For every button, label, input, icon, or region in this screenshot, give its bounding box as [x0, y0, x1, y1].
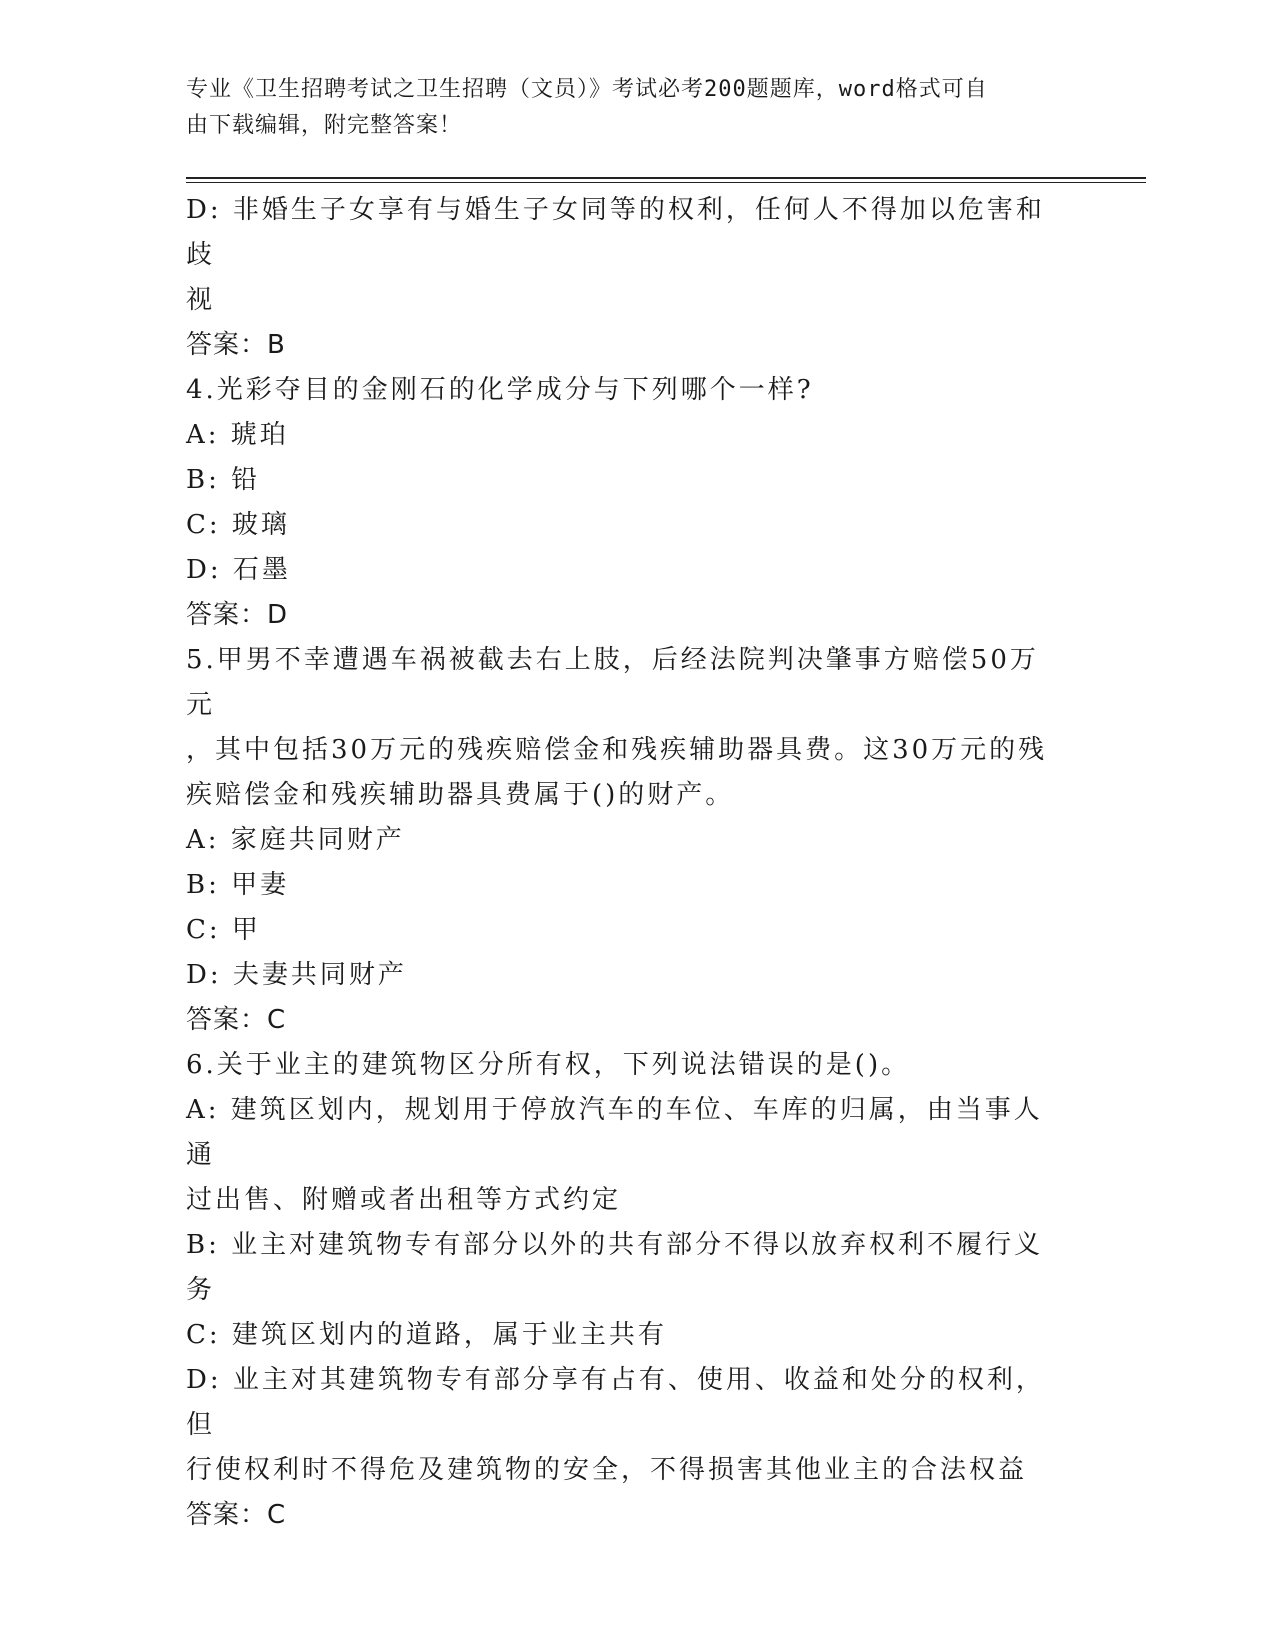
- document-header: [186, 72, 1066, 144]
- question-block: [186, 188, 1066, 368]
- question-text-line: C: 建筑区划内的道路，属于业主共有: [186, 1320, 667, 1350]
- answer-label: 答案：: [186, 1005, 268, 1035]
- question-text-line: B: 甲妻: [186, 870, 290, 900]
- answer-line: [186, 323, 1066, 368]
- answer-label: 答案：: [186, 330, 268, 360]
- question-text-line: C: 甲: [186, 915, 261, 945]
- header-divider-thick: [186, 177, 1146, 179]
- question-stem: 5.甲男不幸遭遇车祸被截去右上肢，后经法院判决肇事方赔偿50万元: [186, 645, 1039, 720]
- question-text-line: 视: [186, 285, 216, 315]
- question-text-line: B: 铅: [186, 465, 261, 495]
- question-text-line: D: 石墨: [186, 555, 291, 585]
- question-text-line: ，其中包括30万元的残疾赔偿金和残疾辅助器具费。这30万元的残: [186, 735, 1048, 765]
- question-text-line: B: 业主对建筑物专有部分以外的共有部分不得以放弃权利不履行义务: [186, 1230, 1044, 1305]
- answer-value: D: [267, 600, 289, 630]
- question-text-line: C: 玻璃: [186, 510, 290, 540]
- header-line-1: 专业《卫生招聘考试之卫生招聘（文员）》考试必考200题题库，word格式可自: [186, 77, 988, 102]
- question-block: [186, 638, 1066, 1043]
- question-text-line: D: 非婚生子女享有与婚生子女同等的权利，任何人不得加以危害和歧: [186, 195, 1045, 270]
- answer-label: 答案：: [186, 600, 268, 630]
- answer-value: B: [267, 330, 286, 360]
- question-text-line: 行使权利时不得危及建筑物的安全，不得损害其他业主的合法权益: [186, 1455, 1028, 1485]
- question-stem: 6.关于业主的建筑物区分所有权，下列说法错误的是()。: [186, 1050, 911, 1080]
- answer-line: [186, 593, 1066, 638]
- answer-value: C: [267, 1500, 287, 1530]
- answer-line: [186, 1493, 1066, 1538]
- question-text-line: A: 琥珀: [186, 420, 289, 450]
- answer-line: [186, 998, 1066, 1043]
- question-text-line: 疾赔偿金和残疾辅助器具费属于()的财产。: [186, 780, 735, 810]
- question-list: [186, 188, 1066, 1538]
- header-divider-thin: [186, 182, 1146, 183]
- question-text-line: A: 建筑区划内，规划用于停放汽车的车位、车库的归属，由当事人通: [186, 1095, 1043, 1170]
- question-text-line: D: 业主对其建筑物专有部分享有占有、使用、收益和处分的权利，但: [186, 1365, 1045, 1440]
- question-text-line: D: 夫妻共同财产: [186, 960, 407, 990]
- question-text-line: 过出售、附赠或者出租等方式约定: [186, 1185, 622, 1215]
- question-block: [186, 1043, 1066, 1538]
- question-block: [186, 368, 1066, 638]
- answer-label: 答案：: [186, 1500, 268, 1530]
- question-stem: 4.光彩夺目的金刚石的化学成分与下列哪个一样?: [186, 375, 814, 405]
- header-line-2: 由下载编辑，附完整答案！: [186, 113, 463, 138]
- question-text-line: A: 家庭共同财产: [186, 825, 405, 855]
- answer-value: C: [267, 1005, 287, 1035]
